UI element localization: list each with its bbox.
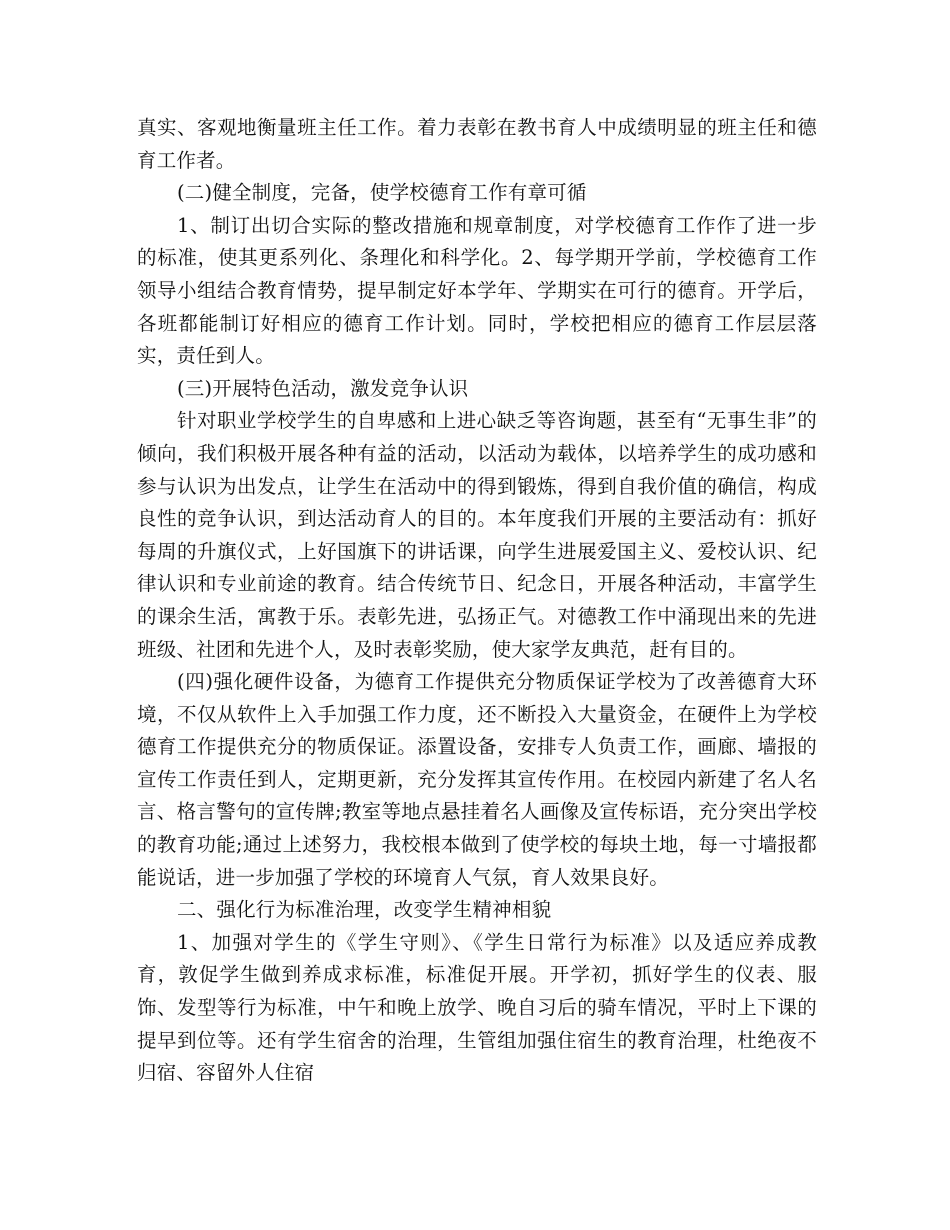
paragraph-behavior: 1、加强对学生的《学生守则》、《学生日常行为标准》以及适应养成教育，敦促学生做到养成求标准，标准促开展。开学初，抓好学生的仪表、服饰、发型等行为标准，中午和晚上放学、晚自习后的骑车情况，平时上下课的提早到位等。还有学生宿舍的治理，生管组加强住宿生的教育治理，杜绝夜不归宿、容留外人住宿 (137, 930, 817, 1085)
paragraph-hardware: (四)强化硬件设备，为德育工作提供充分物质保证学校为了改善德育大环境，不仅从软件上入手加强工作力度，还不断投入大量资金，在硬件上为学校德育工作提供充分的物质保证。添置设备，安排专人负责工作，画廊、墙报的宣传工作责任到人，定期更新，充分发挥其宣传作用。在校园内新建了名人名言、格言警句的宣传牌;教室等地点悬挂着名人画像及宣传标语，充分突出学校的教育功能;通过上述努力，我校根本做到了使学校的每块土地，每一寸墙报都能说话，进一步加强了学校的环境育人气氛，育人效果良好。 (137, 670, 817, 889)
paragraph-regulations: 1、制订出切合实际的整改措施和规章制度，对学校德育工作作了进一步的标准，使其更系列化、条理化和科学化。2、每学期开学前，学校德育工作领导小组结合教育情势，提早制定好本学年、学期实在可行的德育。开学后，各班都能制订好相应的德育工作计划。同时，学校把相应的德育工作层层落实，责任到人。 (137, 213, 817, 368)
section-heading-two: 二、强化行为标准治理，改变学生精神相貌 (176, 898, 552, 922)
document-body (137, 112, 817, 1090)
section-heading-3: (三)开展特色活动，激发竞争认识 (176, 376, 469, 400)
paragraph-activities: 针对职业学校学生的自卑感和上进心缺乏等咨询题，甚至有“无事生非”的倾向，我们积极开展各种有益的活动，以活动为载体，以培养学生的成功感和参与认识为出发点，让学生在活动中的得到锻炼，得到自我价值的确信，构成良性的竞争认识，到达活动育人的目的。本年度我们开展的主要活动有：抓好每周的升旗仪式，上好国旗下的讲话课，向学生进展爱国主义、爱校认识、纪律认识和专业前途的教育。结合传统节日、纪念日，开展各种活动，丰富学生的课余生活，寓教于乐。表彰先进，弘扬正气。对德教工作中涌现出来的先进班级、社团和先进个人，及时表彰奖励，使大家学友典范，赶有目的。 (137, 409, 817, 661)
section-heading-2: (二)健全制度，完备，使学校德育工作有章可循 (176, 181, 587, 205)
paragraph-continuation: 真实、客观地衡量班主任工作。着力表彰在教书育人中成绩明显的班主任和德育工作者。 (137, 116, 817, 172)
